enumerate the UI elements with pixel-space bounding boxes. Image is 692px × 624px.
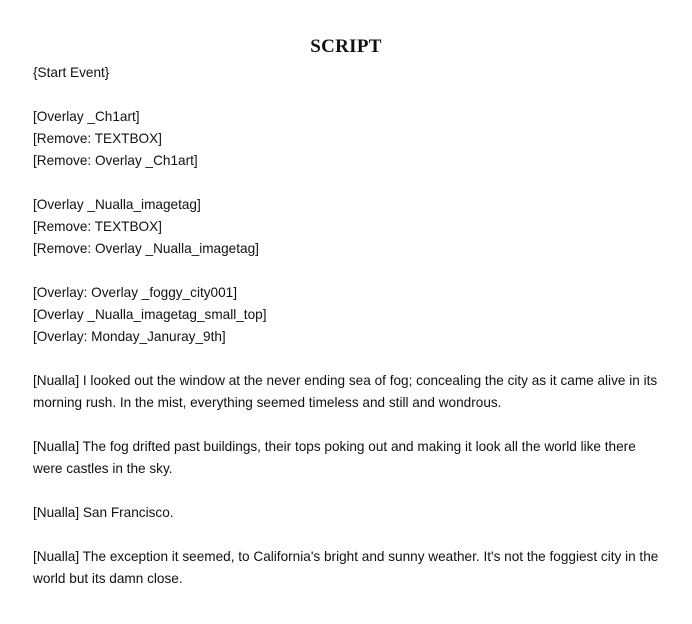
- script-line-overlay-foggy-city: [Overlay: Overlay _foggy_city001]: [33, 285, 237, 300]
- script-line-remove-overlay-nualla-imagetag: [Remove: Overlay _Nualla_imagetag]: [33, 241, 259, 256]
- dialogue-paragraph: [Nualla] San Francisco.: [33, 505, 174, 520]
- dialogue-paragraph: [Nualla] The fog drifted past buildings, their tops poking out and making it look all the world like there were castles in the sky.: [33, 439, 636, 476]
- script-line-overlay-ch1art: [Overlay _Ch1art]: [33, 109, 140, 124]
- page-title: SCRIPT: [310, 36, 382, 57]
- blank-line: [33, 260, 663, 282]
- blank-line: [33, 524, 663, 546]
- blank-line: [33, 84, 663, 106]
- dialogue-paragraph: [Nualla] The exception it seemed, to California's bright and sunny weather. It's not the foggiest city in the world but its damn close.: [33, 549, 659, 586]
- script-line-overlay-nualla-imagetag: [Overlay _Nualla_imagetag]: [33, 197, 201, 212]
- blank-line: [33, 348, 663, 370]
- script-line-remove-textbox: [Remove: TEXTBOX]: [33, 219, 162, 234]
- dialogue-paragraph: [Nualla] I looked out the window at the never ending sea of fog; concealing the city as it came alive in its morning rush. In the mist, everything seemed timeless and still and wondrous.: [33, 373, 658, 410]
- script-body: [33, 62, 663, 590]
- blank-line: [33, 480, 663, 502]
- blank-line: [33, 414, 663, 436]
- script-line-remove-overlay-ch1art: [Remove: Overlay _Ch1art]: [33, 153, 198, 168]
- script-line-overlay-monday: [Overlay: Monday_Januray_9th]: [33, 329, 226, 344]
- script-line-start-event: {Start Event}: [33, 65, 110, 80]
- script-line-remove-textbox: [Remove: TEXTBOX]: [33, 131, 162, 146]
- script-line-overlay-nualla-imagetag-small-top: [Overlay _Nualla_imagetag_small_top]: [33, 307, 267, 322]
- blank-line: [33, 172, 663, 194]
